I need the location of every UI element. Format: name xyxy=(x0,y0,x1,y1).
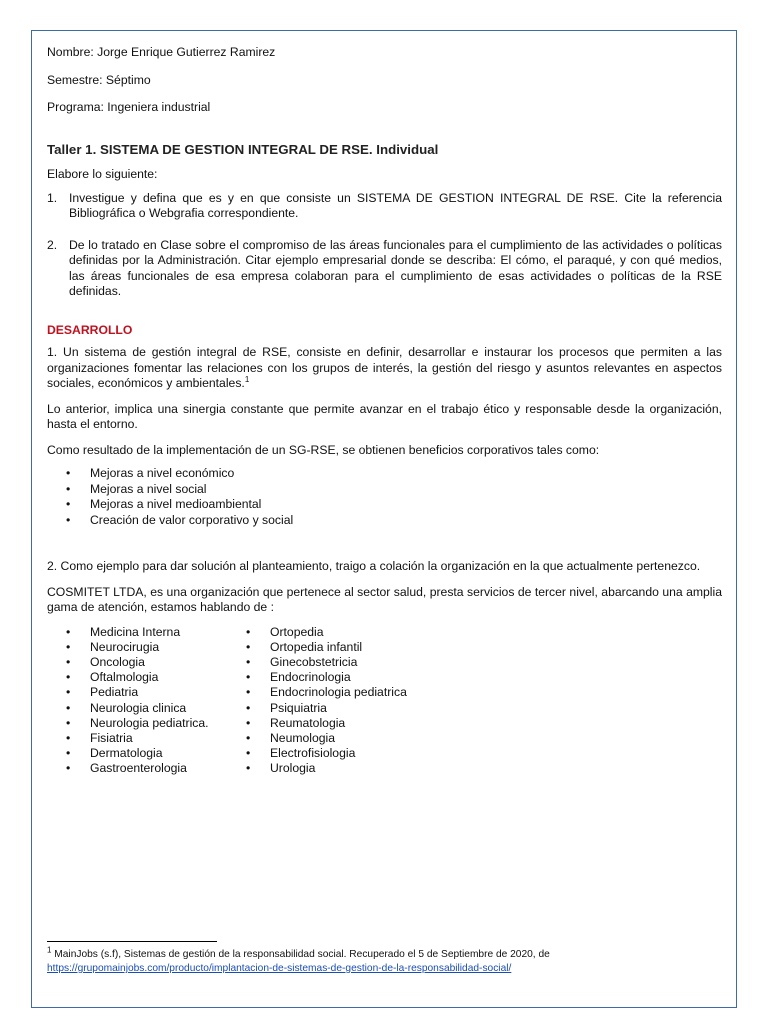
assignment-title: Taller 1. SISTEMA DE GESTION INTEGRAL DE RSE. Individual xyxy=(47,141,439,157)
footnote-marker: 1 xyxy=(47,945,52,955)
list-item: • Neumologia xyxy=(227,731,407,746)
footnote-text: MainJobs (s.f), Sistemas de gestión de la responsabilidad social. Recuperado el 5 de Septiembre de 2020, de xyxy=(51,949,550,960)
list-item: • Ginecobstetricia xyxy=(227,655,407,670)
paragraph-synergy: Lo anterior, implica una sinergia constante que permite avanzar en el trabajo ético y responsable desde la organización, hasta el entorno. xyxy=(47,401,722,431)
specialties-column-1 xyxy=(47,625,227,777)
list-item: • Pediatria xyxy=(47,685,227,700)
footnote-link[interactable]: https://grupomainjobs.com/producto/implantacion-de-sistemas-de-gestion-de-la-responsabilidad-social/ xyxy=(47,963,512,974)
assignment-list xyxy=(47,191,722,300)
list-item: • Medicina Interna xyxy=(47,625,227,640)
footnote-ref[interactable]: 1 xyxy=(244,374,250,384)
list-item: • Reumatologia xyxy=(227,716,407,731)
list-item: • Neurocirugia xyxy=(47,640,227,655)
specialties-list xyxy=(47,625,722,777)
assignment-item xyxy=(47,238,722,300)
list-item: • Endocrinologia xyxy=(227,670,407,685)
item-number: 2. xyxy=(47,237,58,252)
item-text: De lo tratado en Clase sobre el compromiso de las áreas funcionales para el cumplimiento de las actividades o políticas definidas por la Administración. Citar ejemplo empresarial donde se describa: El cómo, el paraqué, y con qué medios, las áreas funcionales de esa empresa colaboran para el cumplimiento de esas actividades o políticas de la RSE definidas. xyxy=(69,237,722,298)
item-number: 1. xyxy=(47,190,58,205)
list-item: • Endocrinologia pediatrica xyxy=(227,685,407,700)
list-item: • Oftalmologia xyxy=(47,670,227,685)
paragraph-company: COSMITET LTDA, es una organización que pertenece al sector salud, presta servicios de tercer nivel, abarcando una amplia gama de atención, estamos hablando de : xyxy=(47,584,722,614)
list-item: • Gastroenterologia xyxy=(47,761,227,776)
list-item: • Oncologia xyxy=(47,655,227,670)
student-semester: Semestre: Séptimo xyxy=(47,72,151,87)
list-item: • Ortopedia xyxy=(227,625,407,640)
list-item: • Neurologia clinica xyxy=(47,701,227,716)
document-content xyxy=(47,45,722,777)
list-item: • Urologia xyxy=(227,761,407,776)
list-item: • Dermatologia xyxy=(47,746,227,761)
assignment-item xyxy=(47,191,722,222)
student-name: Nombre: Jorge Enrique Gutierrez Ramirez xyxy=(47,45,276,59)
benefits-list xyxy=(47,466,722,528)
list-item: • Psiquiatria xyxy=(227,701,407,716)
paragraph-text: 1. Un sistema de gestión integral de RSE, consiste en definir, desarrollar e instaurar los procesos que permiten a las organizaciones fomentar las relaciones con los grupos de interés, la gestión del riesgo y asuntos relevantes en aspectos sociales, económicos y ambientales. xyxy=(47,345,722,390)
list-item: • Mejoras a nivel social xyxy=(47,482,722,498)
paragraph-benefits-intro: Como resultado de la implementación de un SG-RSE, se obtienen beneficios corporativos tales como: xyxy=(47,442,600,457)
list-item: • Fisiatria xyxy=(47,731,227,746)
document-page xyxy=(31,30,737,1008)
footnote xyxy=(47,945,727,976)
specialties-column-2 xyxy=(227,625,407,777)
section-heading: DESARROLLO xyxy=(47,322,133,337)
footnote-divider xyxy=(47,941,217,942)
list-item: • Mejoras a nivel medioambiental xyxy=(47,497,722,513)
list-item: • Mejoras a nivel económico xyxy=(47,466,722,482)
list-item: • Ortopedia infantil xyxy=(227,640,407,655)
student-program: Programa: Ingeniera industrial xyxy=(47,100,211,114)
paragraph-definition xyxy=(47,345,722,392)
paragraph-example: 2. Como ejemplo para dar solución al planteamiento, traigo a colación la organización en la que actualmente pertenezco. xyxy=(47,559,701,573)
list-item: • Neurologia pediatrica. xyxy=(47,716,227,731)
list-item: • Electrofisiologia xyxy=(227,746,407,761)
list-item: • Creación de valor corporativo y social xyxy=(47,513,722,529)
assignment-intro: Elabore lo siguiente: xyxy=(47,167,158,181)
item-text: Investigue y defina que es y en que consiste un SISTEMA DE GESTION INTEGRAL DE RSE. Cite la referencia Bibliográfica o Webgrafia correspondiente. xyxy=(69,190,722,220)
